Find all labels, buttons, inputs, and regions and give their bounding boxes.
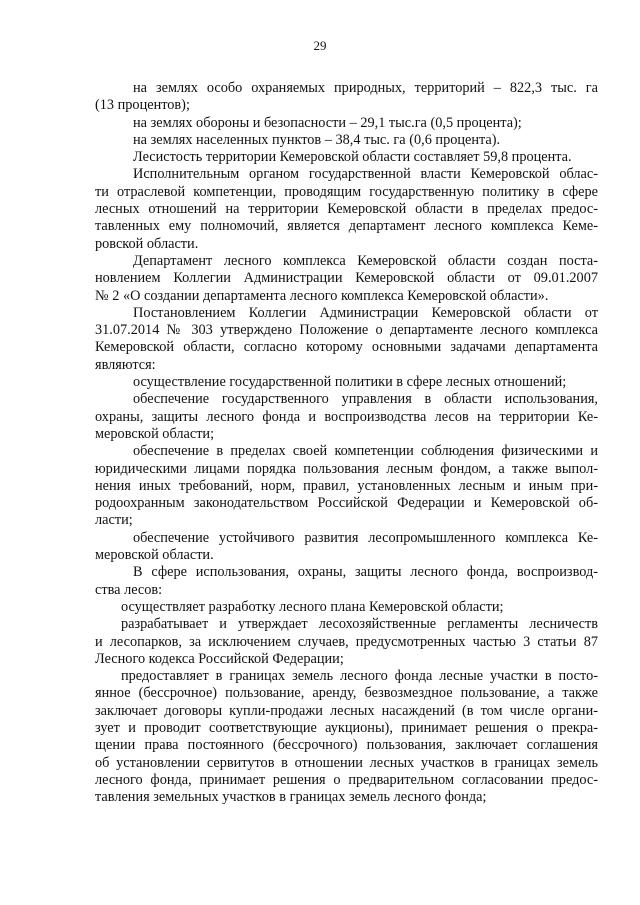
text-line: разрабатывает и утверждает лесохозяйственные регламенты лесничеств [121,616,598,633]
text-line: В сфере использования, охраны, защиты лесного фонда, воспроизвод- [133,564,598,581]
text-line: № 2 «О создании департамента лесного комплекса Кемеровской области». [95,287,549,304]
text-line: осуществляет разработку лесного плана Кемеровской области; [121,598,504,615]
text-line: Лесного кодекса Российской Федерации; [95,650,344,667]
text-line: ства лесов: [95,581,163,598]
text-line: об установлении сервитутов в отношении лесных участков в границах земель [95,754,598,771]
paragraph [95,443,598,529]
text-line: на землях особо охраняемых природных, территорий – 822,3 тыс. га [133,80,598,96]
page-number: 29 [313,38,327,53]
paragraph [95,149,598,166]
text-line: и лесопарков, за исключением случаев, предусмотренных частью 3 статьи 87 [95,633,598,650]
text-line: обеспечение государственного управления в области использования, [133,391,598,408]
text-line: предоставляет в границах земель лесного фонда лесные участки в посто- [121,668,598,685]
paragraph [95,132,598,149]
text-line: родоохранным законодательством Российской Федерации и Кемеровской об- [95,495,598,512]
text-line: Постановлением Коллегии Администрации Кемеровской области от [133,304,598,321]
text-line: зует и проводит соответствующие аукционы), принимает решения о прекра- [95,719,598,736]
text-line: меровской области; [95,425,215,442]
text-line: ровской области. [95,235,199,252]
text-line: на землях обороны и безопасности – 29,1 тыс.га (0,5 процента); [133,114,522,131]
text-line: на землях населенных пунктов – 38,4 тыс. га (0,6 процента). [133,131,501,148]
text-line: (13 процентов); [95,97,190,114]
paragraph [95,80,598,115]
text-line: щении права постоянного (бессрочного) пользования, заключает соглашения [95,737,598,754]
text-line: нения иных требований, норм, правил, установленных лесным и иным при- [95,477,598,494]
text-line: Лесистость территории Кемеровской области составляет 59,8 процента. [133,149,572,166]
text-line: обеспечение устойчивого развития лесопромышленного комплекса Ке- [133,529,598,546]
text-line: лесного фонда, принимает решения о предварительном согласовании предос- [95,771,598,788]
text-line: лесных отношений на территории Кемеровской области в пределах предос- [95,201,598,218]
text-line: юридическими лицами порядка пользования лесным фондом, а также выпол- [95,460,598,477]
text-line: янное (бессрочное) пользование, аренду, безвозмездное пользование, а также [95,685,598,702]
text-line: новлением Коллегии Администрации Кемеровской области от 09.01.2007 [95,270,598,287]
text-line: Департамент лесного комплекса Кемеровской области создан поста- [133,252,598,269]
text-line: меровской области. [95,547,214,564]
text-line: ти отраслевой компетенции, проводящим государственную политику в сфере [95,183,598,200]
paragraph [95,166,598,252]
paragraph [95,391,598,443]
paragraph [95,305,598,374]
paragraph [95,616,598,668]
paragraph [95,530,598,565]
text-line: обеспечение в пределах своей компетенции соблюдения физическими и [133,443,598,460]
paragraph [95,564,598,599]
text-line: тавления земельных участков в границах земель лесного фонда; [95,789,487,806]
text-line: Кемеровской области, согласно которому основными задачами департамента [95,339,598,356]
text-line: 31.07.2014 № 303 утверждено Положение о департаменте лесного комплекса [95,322,598,339]
text-line: Исполнительным органом государственной власти Кемеровской облас- [133,166,598,183]
text-line: осуществление государственной политики в сфере лесных отношений; [133,374,567,391]
paragraph [95,599,598,616]
text-line: тавленных ему полномочий, является департамент лесного комплекса Кеме- [95,218,598,235]
text-line: ласти; [95,512,133,529]
text-line: заключает договоры купли-продажи лесных насаждений (в том числе органи- [95,702,598,719]
paragraph [95,115,598,132]
paragraph [95,374,598,391]
document-body [95,80,598,806]
text-line: охраны, защиты лесного фонда и воспроизводства лесов на территории Ке- [95,408,598,425]
text-line: являются: [95,356,156,373]
paragraph [95,253,598,305]
paragraph [95,668,598,806]
